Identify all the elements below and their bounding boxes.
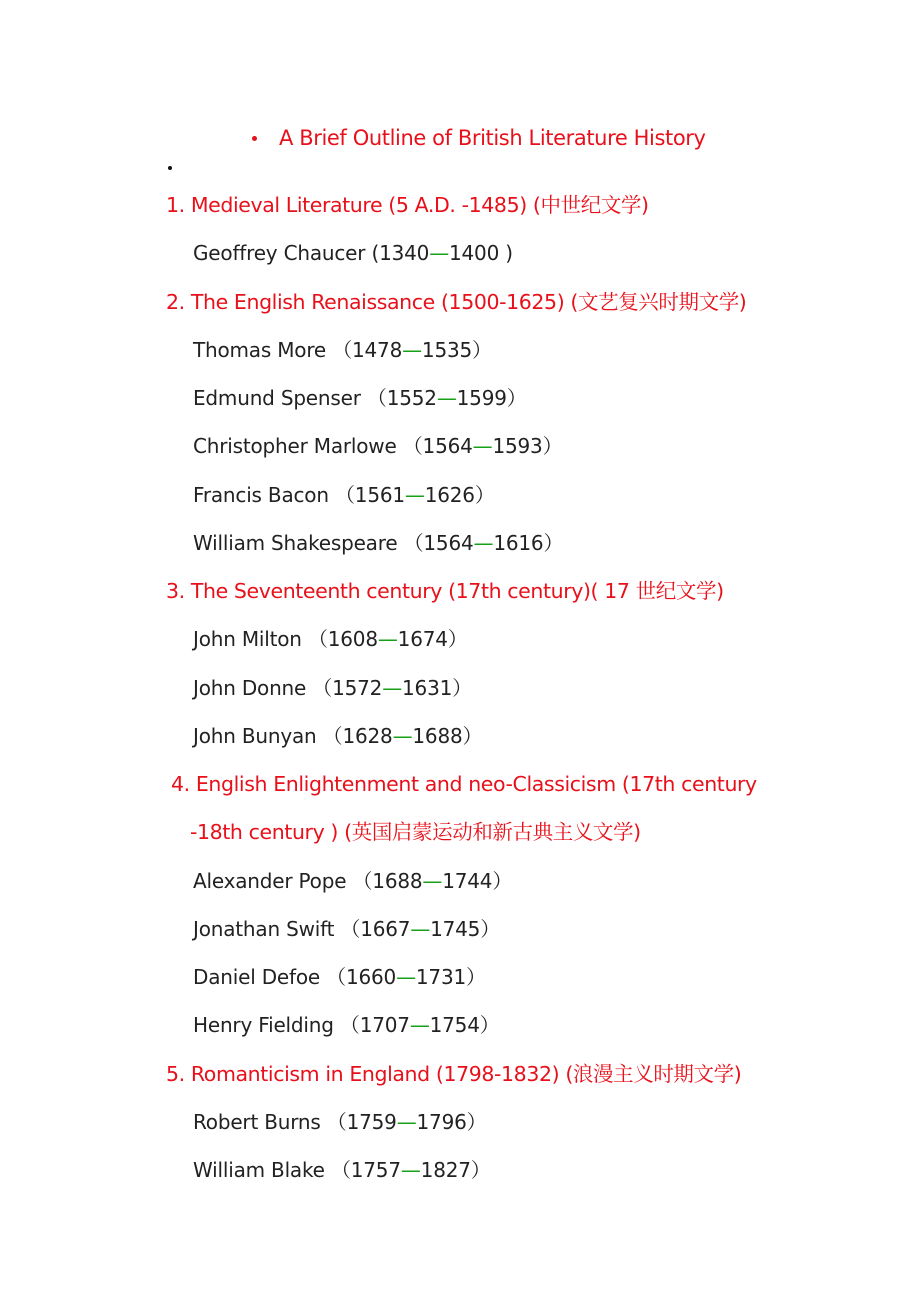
- birth-year: 1667: [360, 917, 411, 941]
- author-entry: [193, 1009, 500, 1041]
- year-dash: —: [436, 386, 457, 410]
- section-heading: 5. Romanticism in England (1798-1832) (浪漫主义时期文学): [166, 1062, 742, 1086]
- author-name: John Bunyan: [193, 724, 323, 748]
- author-name: Francis Bacon: [193, 483, 335, 507]
- document-title: A Brief Outline of British Literature History: [279, 126, 706, 150]
- title-row: [252, 122, 706, 154]
- death-year: 1535: [421, 338, 473, 362]
- year-dash: —: [410, 917, 431, 941]
- birth-year: 1564: [422, 434, 473, 458]
- birth-year: 1608: [327, 627, 378, 651]
- bullet-icon: [252, 136, 257, 141]
- author-name: Daniel Defoe: [193, 965, 327, 989]
- year-dash: —: [409, 1013, 430, 1037]
- author-entry: [193, 961, 486, 993]
- author-name: Robert Burns: [193, 1110, 327, 1134]
- year-dash: —: [429, 241, 449, 265]
- birth-year: 1552: [386, 386, 437, 410]
- author-entry: [193, 430, 562, 462]
- birth-year: 1707: [359, 1013, 410, 1037]
- open-paren: （: [322, 724, 343, 748]
- open-paren: （: [352, 869, 373, 893]
- birth-year: 1759: [346, 1110, 397, 1134]
- author-name: Jonathan Swift: [193, 917, 341, 941]
- bullet-icon: [168, 166, 172, 170]
- author-entry: [193, 237, 513, 269]
- author-entry: [193, 623, 468, 655]
- open-paren: （: [334, 483, 355, 507]
- author-name: John Donne: [193, 676, 313, 700]
- year-dash: —: [402, 338, 422, 362]
- open-paren: （: [326, 1110, 347, 1134]
- year-dash: —: [472, 434, 493, 458]
- birth-year: 1688: [372, 869, 423, 893]
- author-entry: [193, 672, 472, 704]
- close-paren: ）: [466, 1110, 487, 1134]
- death-year: 1731: [415, 965, 466, 989]
- death-year: 1754: [429, 1013, 480, 1037]
- death-year: 1688: [412, 724, 463, 748]
- birth-year: 1340: [379, 241, 430, 265]
- close-paren: ）: [543, 531, 564, 555]
- death-year: 1400: [449, 241, 500, 265]
- death-year: 1674: [397, 627, 448, 651]
- death-year: 1631: [402, 676, 453, 700]
- open-paren: （: [366, 386, 387, 410]
- year-dash: —: [377, 627, 398, 651]
- death-year: 1827: [420, 1158, 471, 1182]
- author-entry: [193, 334, 492, 366]
- close-paren: ）: [492, 869, 513, 893]
- year-dash: —: [422, 869, 443, 893]
- death-year: 1796: [416, 1110, 467, 1134]
- death-year: 1745: [430, 917, 481, 941]
- author-name: Geoffrey Chaucer: [193, 241, 372, 265]
- author-entry: [193, 1106, 486, 1138]
- open-paren: （: [340, 917, 361, 941]
- year-dash: —: [400, 1158, 421, 1182]
- death-year: 1744: [442, 869, 493, 893]
- author-name: Henry Fielding: [193, 1013, 340, 1037]
- author-entry: [193, 1154, 491, 1186]
- birth-year: 1478: [352, 338, 403, 362]
- close-paren: ）: [506, 386, 527, 410]
- open-paren: （: [330, 1158, 351, 1182]
- birth-year: 1628: [342, 724, 393, 748]
- birth-year: 1572: [332, 676, 383, 700]
- section-heading: 1. Medieval Literature (5 A.D. -1485) (中世纪文学): [166, 193, 649, 217]
- open-paren: (: [371, 241, 380, 265]
- close-paren: ）: [472, 338, 492, 362]
- author-entry: [193, 527, 563, 559]
- author-name: John Milton: [193, 627, 308, 651]
- close-paren: ）: [462, 724, 483, 748]
- author-name: Christopher Marlowe: [193, 434, 403, 458]
- open-paren: （: [312, 676, 333, 700]
- open-paren: （: [402, 434, 423, 458]
- section-heading: 4. English Enlightenment and neo-Classicism (17th century: [171, 772, 757, 796]
- year-dash: —: [392, 724, 413, 748]
- close-paren: ）: [480, 917, 501, 941]
- year-dash: —: [404, 483, 425, 507]
- author-name: William Blake: [193, 1158, 331, 1182]
- open-paren: （: [326, 965, 346, 989]
- author-name: Alexander Pope: [193, 869, 353, 893]
- open-paren: （: [403, 531, 424, 555]
- death-year: 1599: [456, 386, 507, 410]
- section-heading: 3. The Seventeenth century (17th century)( 17 世纪文学): [166, 579, 724, 603]
- close-paren: ）: [479, 1013, 500, 1037]
- author-entry: [193, 720, 482, 752]
- birth-year: 1660: [345, 965, 397, 989]
- author-entry: [193, 479, 495, 511]
- section-heading: 2. The English Renaissance (1500-1625) (文艺复兴时期文学): [166, 290, 747, 314]
- section-heading: -18th century ) (英国启蒙运动和新古典主义文学): [190, 820, 641, 844]
- author-name: Edmund Spenser: [193, 386, 367, 410]
- close-paren: ）: [466, 965, 486, 989]
- year-dash: —: [396, 965, 416, 989]
- close-paren: ）: [470, 1158, 491, 1182]
- close-paren: ）: [452, 676, 472, 700]
- author-name: Thomas More: [193, 338, 333, 362]
- birth-year: 1564: [423, 531, 474, 555]
- birth-year: 1561: [354, 483, 405, 507]
- open-paren: （: [339, 1013, 360, 1037]
- author-name: William Shakespeare: [193, 531, 404, 555]
- open-paren: （: [332, 338, 352, 362]
- close-paren: ）: [542, 434, 563, 458]
- author-entry: [193, 382, 527, 414]
- author-entry: [193, 913, 500, 945]
- death-year: 1593: [492, 434, 543, 458]
- close-paren: ）: [447, 627, 468, 651]
- death-year: 1626: [424, 483, 475, 507]
- death-year: 1616: [493, 531, 544, 555]
- birth-year: 1757: [350, 1158, 401, 1182]
- year-dash: —: [396, 1110, 417, 1134]
- close-paren: ): [499, 241, 513, 265]
- year-dash: —: [382, 676, 403, 700]
- author-entry: [193, 865, 512, 897]
- close-paren: ）: [474, 483, 495, 507]
- open-paren: （: [307, 627, 328, 651]
- year-dash: —: [473, 531, 494, 555]
